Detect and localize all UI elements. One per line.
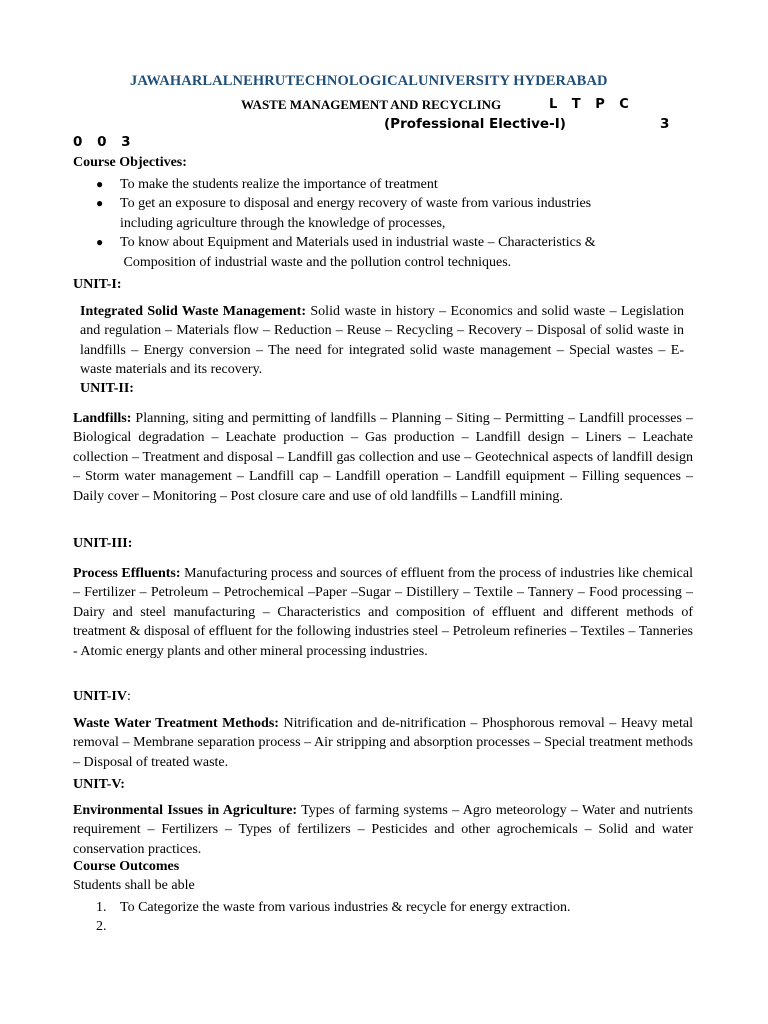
outcome-number: 1. [96,900,107,915]
elective-label: (Professional Elective-I) [384,116,566,132]
unit-4-heading-text: UNIT-IV [73,689,127,704]
unit-5-text [73,801,693,859]
outcomes-intro: Students shall be able [73,878,195,893]
unit-5-topic: Environmental Issues in Agriculture: [73,803,298,818]
unit-2-text [73,409,693,506]
objective-text-cont: including agriculture through the knowledge of processes, [120,215,446,231]
unit-2-body: Planning, siting and permitting of landfills – Planning – Siting – Permitting – Landfill processes – Biological degradation – Leachate production – Gas production – Landfill design – Liners – Leachate collection – Treatment and disposal – Landfill gas collection and use – Geotechnical aspects of landfill design – Storm water management – Landfill cap – Landfill operation – Landfill equipment – Filling sequences – Daily cover – Monitoring – Post closure care and use of old landfills – Landfill mining. [73,411,693,504]
objective-item [73,233,673,272]
objective-text-cont: Composition of industrial waste and the pollution control techniques. [120,254,512,270]
unit-1-text [80,302,684,380]
bullet-icon: ● [96,177,104,191]
unit-3-body: Manufacturing process and sources of effluent from the process of industries like chemical – Fertilizer – Petroleum – Petrochemical –Paper –Sugar – Distillery – Textile – Tannery – Food processing – Dairy and steel manufacturing – Characteristics and composition of effluent and different methods of treatment & disposal of effluent for the following industries steel – Petroleum refineries – Textiles – Tanneries - Atomic energy plants and other mineral processing industries. [73,566,694,659]
objective-text: To get an exposure to disposal and energy recovery of waste from various industries [120,196,592,212]
objective-item [73,175,673,194]
outcome-item [73,917,693,936]
outcomes-list [73,898,693,937]
objective-text: To know about Equipment and Materials used in industrial waste – Characteristics & [120,235,596,251]
unit-2-heading: UNIT-II: [80,381,134,396]
unit-4-heading [73,689,131,705]
unit-3-text [73,564,693,661]
unit-3-heading: UNIT-III: [73,536,133,551]
unit-3-topic: Process Effluents: [73,566,181,581]
unit-4-heading-colon: : [126,689,131,704]
unit-4-text [73,714,693,772]
ltp-values: 0 0 3 [73,134,131,150]
unit-5-body: Types of farming systems – Agro meteorology – Water and nutrients requirement – Fertilizers – Types of fertilizers – Pesticides and other agrochemicals – Solid and water conservation practices. [73,803,694,857]
outcome-item [73,898,693,917]
university-name: JAWAHARLALNEHRUTECHNOLOGICALUNIVERSITY HYDERABAD [130,73,608,89]
unit-2-topic: Landfills: [73,411,132,426]
bullet-icon: ● [96,235,104,250]
unit-4-topic: Waste Water Treatment Methods: [73,716,279,731]
unit-1-heading: UNIT-I: [73,277,122,292]
unit-1-body: Solid waste in history – Economics and solid waste – Legislation and regulation – Materials flow – Reduction – Reuse – Recycling – Recovery – Disposal of solid waste in landfills – Energy conversion – The need for integrated solid waste management – Special wastes – E-waste materials and its recovery. [80,304,684,378]
unit-4-body: Nitrification and de-nitrification – Phosphorous removal – Heavy metal removal – Membrane separation process – Air stripping and absorption processes – Special treatment methods – Disposal of treated waste. [73,716,693,770]
unit-5-heading: UNIT-V: [73,777,125,792]
outcomes-heading: Course Outcomes [73,859,180,874]
credits-value: 3 [660,116,670,132]
outcome-number: 2. [96,919,107,935]
objectives-heading: Course Objectives: [73,155,187,170]
objective-text: To make the students realize the importance of treatment [120,177,438,192]
course-title: WASTE MANAGEMENT AND RECYCLING [241,97,502,112]
bullet-icon: ● [96,196,104,211]
unit-1-topic: Integrated Solid Waste Management: [80,304,306,319]
objective-item [73,194,673,233]
outcome-text: To Categorize the waste from various industries & recycle for energy extraction. [120,900,571,915]
ltpc-headings: L T P C [549,97,629,112]
objectives-list [73,175,673,272]
